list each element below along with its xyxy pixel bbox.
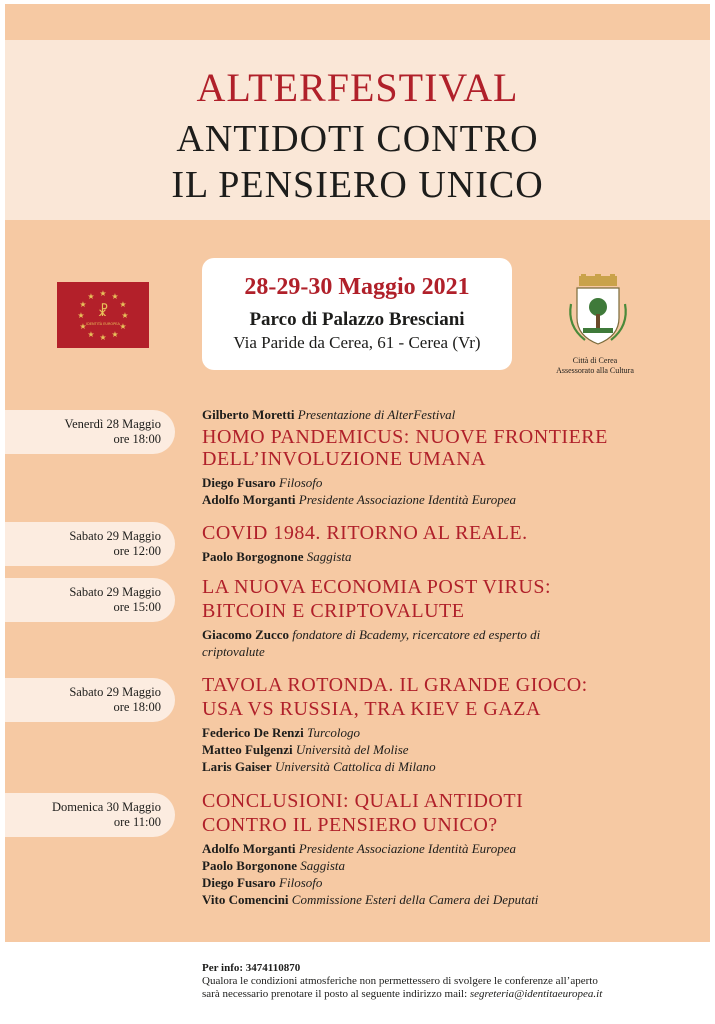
svg-text:★: ★	[99, 289, 107, 298]
flag-text: IDENTITÀ EUROPEA	[86, 322, 120, 326]
info-label: Per info:	[202, 962, 244, 974]
session-5	[202, 790, 702, 908]
speaker-name: Giacomo Zucco	[202, 627, 290, 642]
speaker-name: Federico De Renzi	[202, 725, 304, 740]
session-3	[202, 576, 702, 660]
festival-subtitle-line1: ANTIDOTI CONTRO	[176, 118, 539, 160]
svg-text:★: ★	[119, 322, 127, 331]
session-day: Venerdì 28 Maggio	[64, 417, 161, 431]
cerea-crest-icon	[563, 274, 633, 357]
speaker-role: Saggista	[300, 858, 346, 873]
speaker-name: Matteo Fulgenzi	[202, 742, 293, 757]
svg-text:★: ★	[77, 311, 85, 320]
event-address: Via Paride da Cerea, 61 - Cerea (Vr)	[233, 333, 481, 352]
session-1-date	[5, 410, 175, 454]
speaker-line	[202, 491, 702, 508]
speaker-name: Diego Fusaro	[202, 475, 276, 490]
session-2-date	[5, 522, 175, 566]
speaker-role: Presidente Associazione Identità Europea	[298, 492, 517, 507]
svg-text:★: ★	[87, 292, 95, 301]
speaker-role: fondatore di Bcademy, ricercatore ed esperto di criptovalute	[202, 627, 541, 659]
session-title-line1: CONCLUSIONI: QUALI ANTIDOTI	[202, 790, 524, 812]
session-4-date	[5, 678, 175, 722]
crest-caption	[535, 356, 655, 376]
speaker-line	[202, 758, 702, 775]
speaker-name: Gilberto Moretti	[202, 407, 295, 422]
svg-text:★: ★	[87, 330, 95, 339]
session-title: HOMO PANDEMICUS: NUOVE FRONTIERE DELL’INVOLUZIONE UMANA	[202, 426, 608, 470]
speaker-role: Filosofo	[279, 875, 323, 890]
session-title-line2: USA VS RUSSIA, TRA KIEV E GAZA	[202, 698, 541, 720]
session-time: ore 15:00	[113, 600, 161, 614]
session-time: ore 11:00	[113, 815, 161, 829]
festival-subtitle-line2: IL PENSIERO UNICO	[171, 164, 544, 206]
speaker-name: Paolo Borgognone	[202, 549, 304, 564]
footer-email-line	[202, 988, 682, 1001]
speaker-line	[202, 626, 562, 660]
session-title: COVID 1984. RITORNO AL REALE.	[202, 522, 528, 544]
footer-info	[202, 962, 682, 1001]
svg-text:★: ★	[79, 300, 87, 309]
session-day: Domenica 30 Maggio	[51, 800, 161, 814]
speaker-line	[202, 741, 702, 758]
session-title-line2: BITCOIN E CRIPTOVALUTE	[202, 600, 465, 622]
session-time: ore 18:00	[113, 432, 161, 446]
svg-text:★: ★	[79, 322, 87, 331]
session-2	[202, 522, 702, 565]
session-time: ore 18:00	[113, 700, 161, 714]
speaker-role: Commissione Esteri della Camera dei Deputati	[291, 892, 539, 907]
session-day: Sabato 29 Maggio	[69, 585, 161, 599]
poster	[5, 4, 710, 1020]
speaker-line	[202, 891, 702, 908]
speaker-role: Università del Molise	[295, 742, 409, 757]
speaker-name: Adolfo Morganti	[202, 841, 296, 856]
svg-text:★: ★	[111, 330, 119, 339]
speaker-role: Presentazione di AlterFestival	[297, 407, 456, 422]
session-4	[202, 674, 702, 775]
speaker-line	[202, 724, 702, 741]
speaker-name: Paolo Borgonone	[202, 858, 297, 873]
svg-text:★: ★	[119, 300, 127, 309]
footer-note-2: sarà necessario prenotare il posto al seguente indirizzo mail:	[202, 988, 468, 1000]
speaker-role: Filosofo	[279, 475, 323, 490]
speaker-name: Diego Fusaro	[202, 875, 276, 890]
svg-text:☧: ☧	[97, 304, 109, 320]
session-time: ore 12:00	[113, 544, 161, 558]
info-phone: 3474110870	[245, 962, 301, 974]
speaker-role: Università Cattolica di Milano	[274, 759, 436, 774]
footer-contact	[202, 962, 682, 975]
speaker-line	[202, 874, 702, 891]
speaker-name: Vito Comencini	[202, 892, 289, 907]
session-day: Sabato 29 Maggio	[69, 529, 161, 543]
session-title-line2: CONTRO IL PENSIERO UNICO?	[202, 814, 498, 836]
session-day: Sabato 29 Maggio	[69, 685, 161, 699]
speaker-line	[202, 840, 702, 857]
event-info-box	[202, 258, 512, 370]
session-title-line1: LA NUOVA ECONOMIA POST VIRUS:	[202, 576, 552, 598]
speaker-line	[202, 857, 702, 874]
svg-text:★: ★	[111, 292, 119, 301]
event-venue: Parco di Palazzo Bresciani	[249, 309, 465, 330]
speaker-role: Turcologo	[307, 725, 361, 740]
speaker-role: Presidente Associazione Identità Europea	[298, 841, 517, 856]
chi-rho-stars-icon	[57, 282, 149, 348]
crest-caption-dept: Assessorato alla Cultura	[556, 366, 634, 375]
speaker-line	[202, 474, 702, 491]
speaker-line	[202, 548, 702, 565]
session-1	[202, 406, 702, 508]
identita-europea-flag	[57, 282, 149, 348]
event-dates: 28-29-30 Maggio 2021	[244, 274, 470, 300]
session-intro	[202, 406, 702, 423]
speaker-name: Laris Gaiser	[202, 759, 272, 774]
svg-text:★: ★	[121, 311, 129, 320]
speaker-role: Saggista	[306, 549, 352, 564]
session-3-date	[5, 578, 175, 622]
footer-note: Qualora le condizioni atmosferiche non permettessero di svolgere le conferenze all’aperto	[202, 975, 598, 987]
festival-title: ALTERFESTIVAL	[196, 65, 519, 110]
crest-caption-city: Città di Cerea	[572, 356, 618, 365]
svg-text:★: ★	[99, 333, 107, 342]
session-5-date	[5, 793, 175, 837]
speaker-name: Adolfo Morganti	[202, 492, 296, 507]
footer-email[interactable]: segreteria@identitaeuropea.it	[469, 988, 603, 1000]
session-title-line1: TAVOLA ROTONDA. IL GRANDE GIOCO:	[202, 674, 588, 696]
